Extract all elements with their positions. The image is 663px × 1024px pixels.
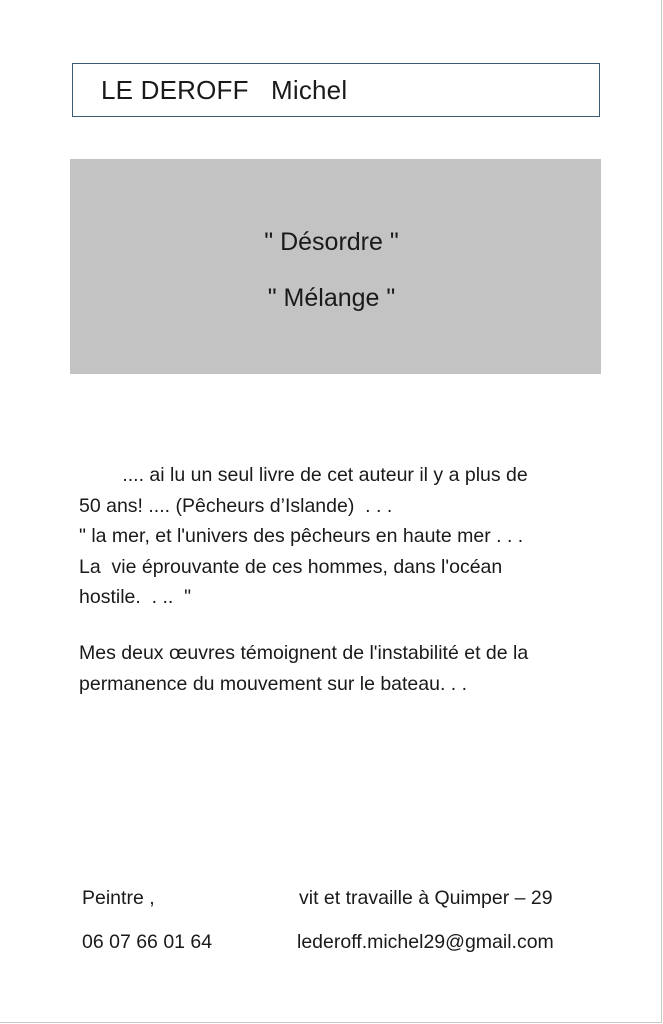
text-line: permanence du mouvement sur le bateau. . .: [79, 672, 468, 695]
text-line: 50 ans! .... (Pêcheurs d’Islande) . . .: [79, 494, 393, 517]
description-paragraph-1: [79, 460, 599, 613]
text-line: .... ai lu un seul livre de cet auteur il y a plus de: [79, 464, 528, 486]
phone-number: 06 07 66 01 64: [82, 931, 213, 953]
artist-name: LE DEROFF Michel: [101, 75, 348, 105]
artist-name-box: [72, 63, 600, 117]
text-line: " la mer, et l'univers des pêcheurs en haute mer . . .: [79, 525, 524, 547]
artist-profession: Peintre ,: [82, 887, 155, 909]
email-address: lederoff.michel29@gmail.com: [297, 931, 554, 953]
text-line: hostile. . .. ": [79, 586, 192, 608]
artwork-title-2: " Mélange ": [267, 284, 396, 312]
text-line: Mes deux œuvres témoignent de l'instabilité et de la: [79, 642, 529, 664]
description-paragraph-2: [79, 638, 599, 699]
text-line: La vie éprouvante de ces hommes, dans l'océan: [79, 555, 503, 578]
artwork-titles-panel: [70, 159, 601, 374]
artwork-title-1: " Désordre ": [264, 228, 399, 256]
artist-location: vit et travaille à Quimper – 29: [299, 887, 553, 909]
